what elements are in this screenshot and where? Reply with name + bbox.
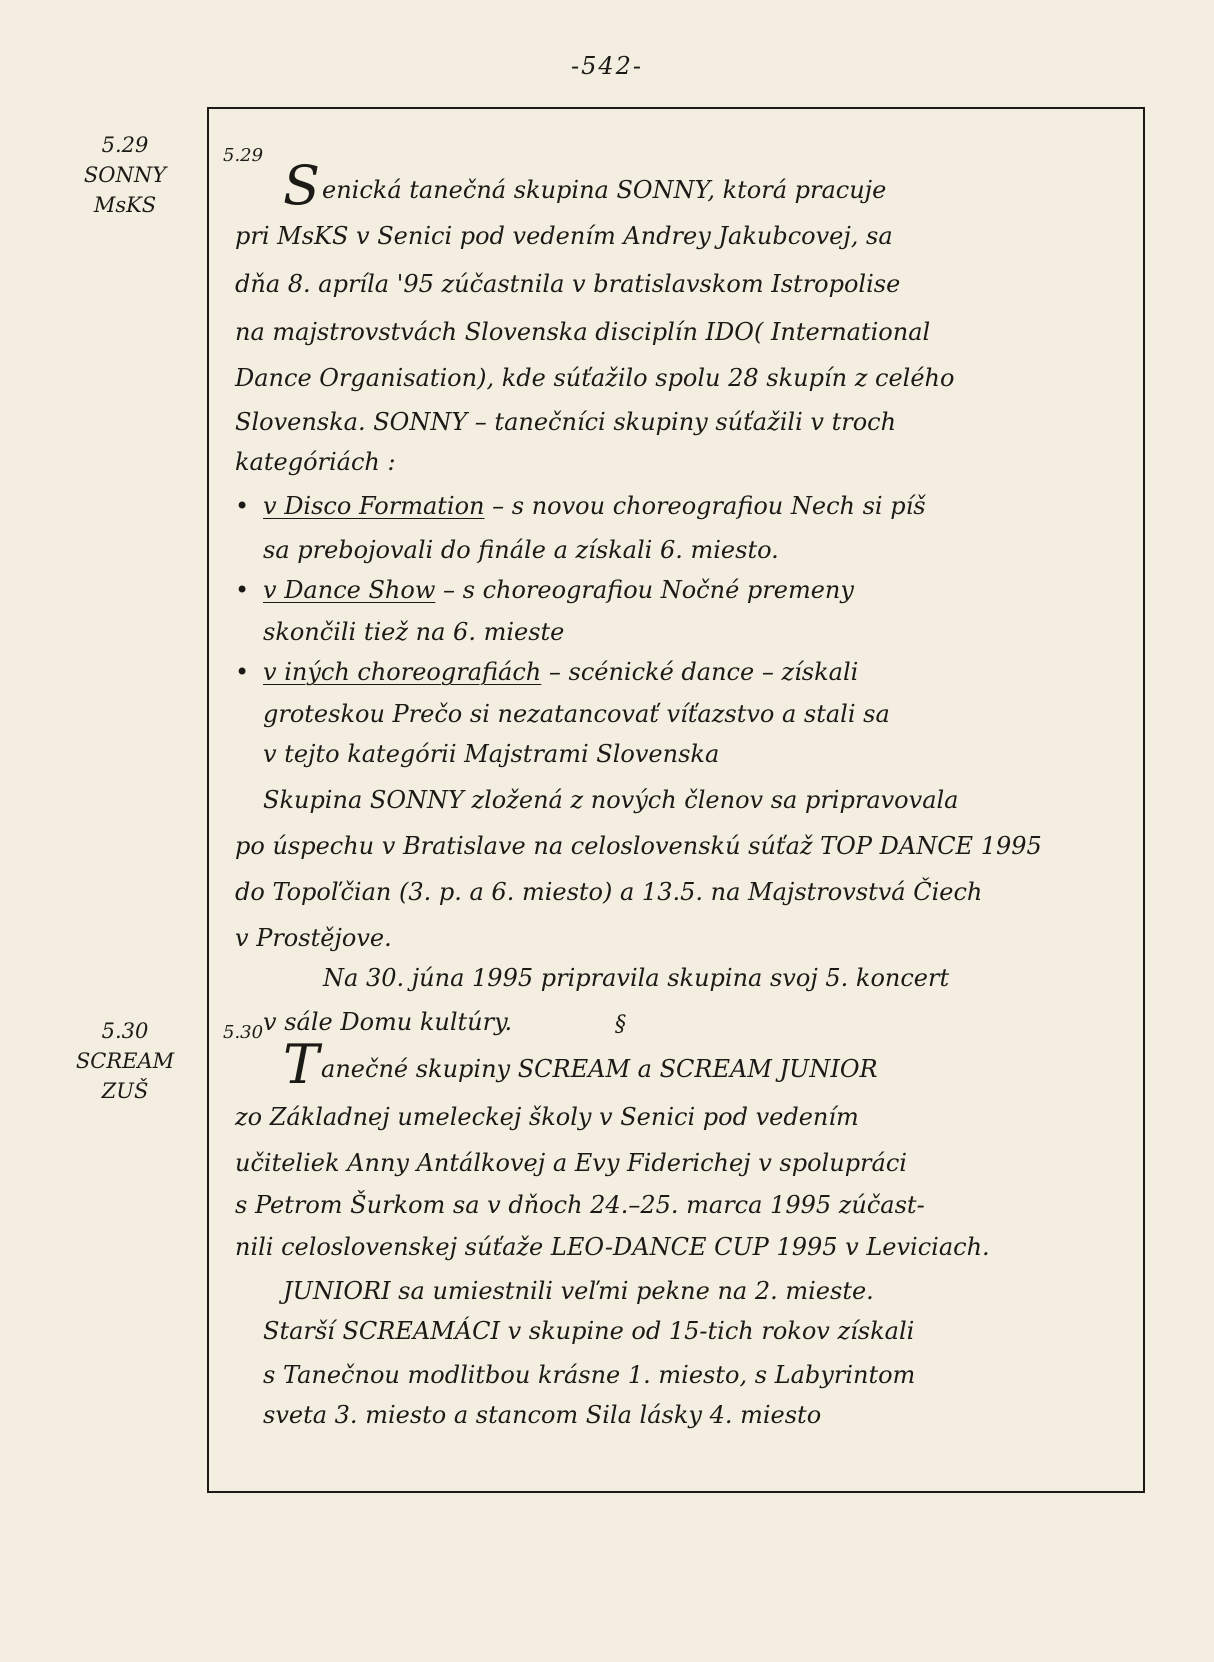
bullet-text: – s choreografiou Nočné premeny	[435, 576, 854, 604]
drop-cap: S	[283, 154, 320, 217]
text-line: Skupina SONNY zložená z nových členov sa pripravovala	[263, 786, 959, 814]
bullet-icon: •	[235, 576, 250, 604]
margin-note-line: SONNY	[83, 163, 167, 187]
text-line: nili celoslovenskej súťaže LEO-DANCE CUP 1995 v Leviciach.	[235, 1233, 990, 1261]
line-text: anečné skupiny SCREAM a SCREAM JUNIOR	[321, 1055, 878, 1083]
margin-note-line: ZUŠ	[101, 1079, 149, 1103]
margin-note-line: MsKS	[93, 193, 157, 217]
text-line: Slovenska. SONNY – tanečníci skupiny súťažili v troch	[235, 408, 897, 436]
text-line: Dance Organisation), kde súťažilo spolu 28 skupín z celého	[235, 364, 955, 392]
text-line: Na 30. júna 1995 pripravila skupina svoj 5. koncert	[323, 964, 950, 992]
bullet-icon: •	[235, 658, 250, 686]
text-line	[283, 1033, 878, 1096]
margin-note-line: SCREAM	[75, 1049, 175, 1073]
bullet-line	[235, 491, 926, 521]
text-line: sa prebojovali do finále a získali 6. miesto.	[263, 536, 779, 564]
text-line: JUNIORI sa umiestnili veľmi pekne na 2. mieste.	[283, 1277, 874, 1305]
text-line: kategóriách :	[235, 448, 396, 476]
text-line: v tejto kategórii Majstrami Slovenska	[263, 740, 720, 768]
text-line: zo Základnej umeleckej školy v Senici pod vedením	[235, 1103, 859, 1131]
text-line: sveta 3. miesto a stancom Sila lásky 4. miesto	[263, 1401, 822, 1429]
chronicle-frame	[207, 107, 1145, 1493]
text-line: na majstrovstvách Slovenska disciplín IDO( International	[235, 318, 931, 346]
text-line	[283, 154, 887, 217]
text-line: učiteliek Anny Antálkovej a Evy Fiderichej v spolupráci	[235, 1149, 907, 1177]
text-line: groteskou Prečo si nezatancovať víťazstvo a stali sa	[263, 700, 890, 728]
text-line: dňa 8. apríla '95 zúčastnila v bratislavskom Istropolise	[235, 270, 901, 298]
bullet-label: v Disco Formation	[263, 492, 485, 520]
end-mark: §	[615, 1012, 626, 1037]
text-line: po úspechu v Bratislave na celoslovenskú súťaž TOP DANCE 1995	[235, 832, 1042, 860]
section-number: 5.30	[223, 1022, 264, 1043]
bullet-label: v iných choreografiách	[263, 658, 542, 686]
text-line: pri MsKS v Senici pod vedením Andrey Jakubcovej, sa	[235, 222, 893, 250]
margin-note-sonny	[50, 130, 200, 220]
bullet-line	[235, 575, 854, 605]
text-line: s Tanečnou modlitbou krásne 1. miesto, s Labyrintom	[263, 1361, 916, 1389]
text-line: s Petrom Šurkom sa v dňoch 24.–25. marca 1995 zúčast-	[235, 1191, 925, 1219]
text-line: do Topoľčian (3. p. a 6. miesto) a 13.5. na Majstrovstvá Čiech	[235, 878, 983, 906]
bullet-line	[235, 657, 858, 687]
bullet-icon: •	[235, 492, 250, 520]
bullet-text: – s novou choreografiou Nech si píš	[484, 492, 926, 520]
text-line: v Prostějove.	[235, 924, 392, 952]
section-number: 5.29	[223, 145, 264, 166]
margin-note-number: 5.30	[101, 1019, 149, 1043]
text-line: skončili tiež na 6. mieste	[263, 618, 565, 646]
text-line: v sále Domu kultúry.	[263, 1008, 513, 1036]
bullet-label: v Dance Show	[263, 576, 436, 604]
margin-note-number: 5.29	[101, 133, 149, 157]
page-number: -542-	[570, 52, 644, 80]
drop-cap: T	[283, 1033, 320, 1096]
line-text: enická tanečná skupina SONNY, ktorá pracuje	[322, 176, 887, 204]
bullet-text: – scénické dance – získali	[541, 658, 859, 686]
text-line: Starší SCREAMÁCI v skupine od 15-tich rokov získali	[263, 1317, 915, 1345]
margin-note-scream	[50, 1016, 200, 1106]
